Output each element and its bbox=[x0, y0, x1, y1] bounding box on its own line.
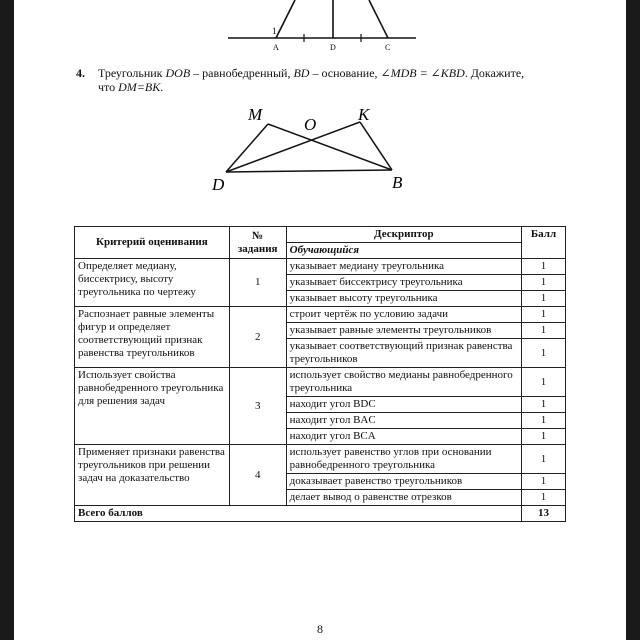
top-figure-svg bbox=[220, 0, 420, 56]
header-criterion: Критерий оценивания bbox=[75, 227, 230, 259]
top-figure bbox=[220, 0, 420, 56]
table-row bbox=[75, 307, 566, 323]
statement-part: . Докажите, bbox=[464, 66, 525, 80]
header-task-number: № задания bbox=[229, 227, 286, 259]
statement-part: – равнобедренный, bbox=[190, 66, 294, 80]
task-number-cell: 4 bbox=[229, 445, 286, 506]
descriptor-cell: указывает биссектрису треугольника bbox=[286, 275, 521, 291]
score-cell: 1 bbox=[522, 307, 566, 323]
score-cell: 1 bbox=[522, 397, 566, 413]
right-side bbox=[369, 0, 388, 38]
score-cell: 1 bbox=[522, 474, 566, 490]
left-side bbox=[276, 0, 295, 38]
subheader-student: Обучающийся bbox=[286, 243, 521, 259]
point-label-b: B bbox=[392, 173, 403, 192]
descriptor-cell: находит угол BAC bbox=[286, 413, 521, 429]
point-label-d: D bbox=[330, 43, 336, 52]
score-cell: 1 bbox=[522, 490, 566, 506]
criterion-cell: Применяет признаки равенства треугольников при решении задач на доказательство bbox=[75, 445, 230, 506]
segment-db bbox=[226, 170, 392, 172]
descriptor-cell: использует равенство углов при основании равнобедренного треугольника bbox=[286, 445, 521, 474]
segment-kb bbox=[360, 122, 392, 170]
table-head bbox=[75, 227, 566, 259]
page-number: 8 bbox=[317, 622, 323, 636]
descriptor-cell: использует свойство медианы равнобедренного треугольника bbox=[286, 368, 521, 397]
criteria-table bbox=[74, 226, 566, 522]
segment-dk bbox=[226, 122, 360, 172]
descriptor-cell: делает вывод о равенстве отрезков bbox=[286, 490, 521, 506]
point-label-c: C bbox=[385, 43, 391, 52]
score-cell: 1 bbox=[522, 339, 566, 368]
header-row bbox=[75, 227, 566, 243]
base-name: BD bbox=[293, 66, 310, 80]
task-number: 4. bbox=[76, 66, 85, 80]
score-cell: 1 bbox=[522, 323, 566, 339]
table-row bbox=[75, 445, 566, 474]
descriptor-cell: строит чертёж по условию задачи bbox=[286, 307, 521, 323]
point-label-k: K bbox=[358, 105, 370, 124]
task-number-cell: 1 bbox=[229, 259, 286, 307]
task-number-cell: 3 bbox=[229, 368, 286, 445]
header-descriptor: Дескриптор bbox=[286, 227, 521, 243]
statement-part: что bbox=[98, 80, 119, 94]
point-label-o: O bbox=[304, 115, 317, 134]
point-label-m: M bbox=[248, 105, 263, 124]
criterion-cell: Определяет медиану, биссектрису, высоту треугольника по чертежу bbox=[75, 259, 230, 307]
left-dark-border bbox=[0, 0, 14, 640]
statement-part: . bbox=[160, 80, 164, 94]
score-cell: 1 bbox=[522, 413, 566, 429]
criterion-cell: Использует свойства равнобедренного треугольника для решения задач bbox=[75, 368, 230, 445]
point-label-d: D bbox=[212, 175, 225, 194]
score-cell: 1 bbox=[522, 291, 566, 307]
geometry-figure bbox=[200, 100, 430, 196]
score-cell: 1 bbox=[522, 259, 566, 275]
statement-part: – основание, bbox=[309, 66, 381, 80]
header-score: Балл bbox=[522, 227, 566, 259]
score-cell: 1 bbox=[522, 275, 566, 291]
angle-equality: ∠MDB = ∠KBD bbox=[380, 66, 465, 80]
table-body bbox=[75, 259, 566, 506]
point-label-a: A bbox=[273, 43, 279, 52]
score-cell: 1 bbox=[522, 429, 566, 445]
criterion-cell: Распознает равные элементы фигур и определяет соответствующий признак равенства треугольников bbox=[75, 307, 230, 368]
score-cell: 1 bbox=[522, 445, 566, 474]
table-foot bbox=[75, 506, 566, 522]
descriptor-cell: доказывает равенство треугольников bbox=[286, 474, 521, 490]
total-label: Всего баллов bbox=[75, 506, 522, 522]
total-score: 13 bbox=[522, 506, 566, 522]
descriptor-cell: находит угол BDC bbox=[286, 397, 521, 413]
segment-mb bbox=[268, 124, 392, 170]
geometry-figure-svg bbox=[200, 100, 430, 196]
table-row bbox=[75, 368, 566, 397]
descriptor-cell: указывает высоту треугольника bbox=[286, 291, 521, 307]
total-row bbox=[75, 506, 566, 522]
descriptor-cell: находит угол BCA bbox=[286, 429, 521, 445]
triangle-name: DOB bbox=[165, 66, 191, 80]
table-row bbox=[75, 259, 566, 275]
descriptor-cell: указывает медиану треугольника bbox=[286, 259, 521, 275]
score-cell: 1 bbox=[522, 368, 566, 397]
task-number-cell: 2 bbox=[229, 307, 286, 368]
statement-part: Треугольник bbox=[98, 66, 166, 80]
segment-equality: DM=BK bbox=[118, 80, 161, 94]
descriptor-cell: указывает соответствующий признак равенства треугольников bbox=[286, 339, 521, 368]
right-dark-border bbox=[626, 0, 640, 640]
task-statement bbox=[98, 66, 568, 94]
angle-label-1: 1 bbox=[272, 26, 277, 36]
descriptor-cell: указывает равные элементы треугольников bbox=[286, 323, 521, 339]
